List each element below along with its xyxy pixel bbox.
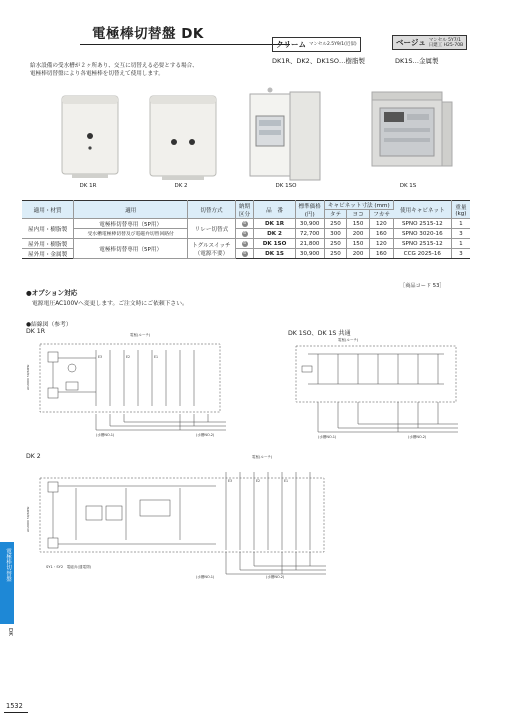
- cell-cabinet: SPNO 3020-16: [393, 229, 451, 239]
- cell-height: 250: [324, 239, 347, 249]
- option-title: ●オプション対応: [26, 289, 78, 297]
- dk1r-side-voltage: AC200V 50/60Hz: [26, 364, 30, 390]
- th-delivery-l2: 区分: [238, 211, 251, 218]
- cell-group-outdoor-metal: 屋外用・金属製: [22, 249, 74, 259]
- th-switch-method: 切替方式: [188, 201, 236, 219]
- cream-models: DK1R、DK2、DK1SO…樹脂製: [272, 57, 365, 65]
- cell-model: DK 2: [254, 229, 295, 239]
- cell-width: 200: [347, 229, 370, 239]
- wiring-diagram-dk1r: [26, 330, 276, 440]
- th-weight-l1: 重量: [455, 204, 467, 211]
- color-beige-note: [429, 38, 463, 48]
- page-title: 電極棒切替盤 DK: [92, 26, 204, 42]
- cell-cabinet: CCG 2025-16: [393, 249, 451, 259]
- table-row: [22, 219, 470, 229]
- cell-weight: 1: [451, 239, 470, 249]
- title-underline: [80, 44, 290, 45]
- diagram-section-title: ●結線図（参考）: [26, 322, 72, 328]
- dk2-tank2: (水槽NO.2): [266, 575, 285, 579]
- color-cream-note: マンセル2.5Y9/1(近似): [309, 42, 357, 47]
- intro-line1: 給水設備の受水槽が２ヶ所あり、交互に切替える必要とする場合、: [30, 63, 198, 69]
- dk1r-tank2: (水槽NO.2): [196, 433, 215, 437]
- dk1r-tank1: (水槽NO.1): [96, 433, 115, 437]
- beige-models: DK1S…金属製: [395, 57, 439, 65]
- dk1so-tank1: (水槽NO.1): [318, 435, 337, 439]
- dk2-terminal: E2: [256, 479, 261, 483]
- color-cream-name: クリーム: [276, 40, 306, 49]
- option-text: 電源電圧AC100Vへ変更します。ご注文時にご依頼下さい。: [32, 301, 188, 307]
- cell-usage: 電極棒切替専用（5P用）: [74, 219, 188, 229]
- spec-table: [22, 200, 470, 259]
- cell-price: 21,800: [295, 239, 324, 249]
- product-photos: [50, 86, 480, 186]
- cell-cabinet: SPNO 2515-12: [393, 219, 451, 229]
- toggle-l1: トグルスイッチ: [192, 242, 231, 249]
- cell-width: 150: [347, 219, 370, 229]
- product-photo-dk2: [150, 96, 216, 180]
- color-beige-note-line2: 日建工 H25-70B: [428, 42, 464, 48]
- dk1so-tank2: (水槽NO.2): [408, 435, 427, 439]
- cell-toggle: [188, 239, 236, 259]
- dk2-terminal: E1: [284, 479, 289, 483]
- page-number: 1532: [6, 702, 23, 710]
- intro-line2: 電極棒切替盤により各電極棒を切替えて使用します。: [30, 71, 164, 77]
- dk2-electrode-label: 電極(ルーチ): [252, 455, 273, 459]
- th-delivery: [235, 201, 254, 219]
- cell-model: DK 1SO: [254, 239, 295, 249]
- th-model: 品 番: [254, 201, 295, 219]
- cell-delivery: [235, 229, 254, 239]
- th-price-l2: (円): [304, 211, 315, 218]
- th-delivery-l1: 納期: [238, 203, 251, 210]
- th-weight: [451, 201, 470, 219]
- product-code-ref: ［商品コード 53］: [400, 283, 445, 289]
- cell-height: 250: [324, 249, 347, 259]
- cell-model: DK 1S: [254, 249, 295, 259]
- cell-depth: 160: [369, 229, 393, 239]
- cell-weight: 3: [451, 229, 470, 239]
- th-depth: フカサ: [369, 210, 393, 219]
- sidebar-section: 電極棒切替盤: [5, 548, 11, 582]
- cell-usage-5p: 電極棒切替専用（5P用）: [74, 239, 188, 259]
- th-usage: 適用: [74, 201, 188, 219]
- color-beige-box: [392, 35, 467, 50]
- intro-text: [30, 62, 280, 78]
- cell-model: DK 1R: [254, 219, 295, 229]
- cell-depth: 120: [369, 239, 393, 249]
- caption-dk1s: DK 1S: [399, 183, 417, 189]
- dk1so-electrode-label: 電極(ルーチ): [338, 338, 359, 342]
- cell-delivery: [235, 249, 254, 259]
- caption-dk1so: DK 1SO: [275, 183, 297, 189]
- cell-width: 200: [347, 249, 370, 259]
- diagram-label-dk1r: DK 1R: [26, 328, 46, 335]
- dk1r-terminal: E1: [154, 355, 159, 359]
- page-number-rule: [4, 712, 28, 713]
- cell-height: 300: [324, 229, 347, 239]
- cell-weight: 3: [451, 249, 470, 259]
- wiring-diagram-dk1so: [288, 336, 478, 444]
- dk2-side-voltage: AC200V 50/60Hz: [26, 506, 30, 532]
- sidebar-model: DK: [7, 628, 13, 636]
- table-row: [22, 239, 470, 249]
- color-beige-note-line1: マンセル 5Y7/1: [428, 37, 461, 43]
- cell-group-resin-indoor: 屋内用・樹脂製: [22, 219, 74, 239]
- wiring-diagram-dk2: [26, 452, 336, 582]
- product-photo-dk1r: [62, 96, 118, 178]
- th-weight-l2: (kg): [455, 210, 467, 217]
- delivery-badge: 4: [243, 231, 246, 236]
- cell-usage: 受水槽電極棒切替及び電磁弁切替回路付: [74, 229, 188, 239]
- delivery-badge: 4: [243, 241, 246, 246]
- color-beige-name: ベージュ: [396, 38, 426, 47]
- cell-depth: 160: [369, 249, 393, 259]
- dk2-tank1: (水槽NO.1): [196, 575, 215, 579]
- cell-price: 30,900: [295, 249, 324, 259]
- delivery-badge: 4: [243, 251, 246, 256]
- cell-group-outdoor-resin: 屋外用・樹脂製: [22, 239, 74, 249]
- table-row: [22, 229, 470, 239]
- product-photo-dk1s: [372, 92, 452, 166]
- cell-delivery: [235, 239, 254, 249]
- cell-height: 250: [324, 219, 347, 229]
- caption-dk2: DK 2: [174, 183, 188, 189]
- cell-depth: 120: [369, 219, 393, 229]
- cell-cabinet: SPNO 2515-12: [393, 239, 451, 249]
- dk2-terminal: E3: [228, 479, 233, 483]
- cell-weight: 1: [451, 219, 470, 229]
- dk1r-terminal: E3: [98, 355, 103, 359]
- cell-width: 150: [347, 239, 370, 249]
- diagram-label-dk2: DK 2: [26, 453, 41, 460]
- cell-price: 30,900: [295, 219, 324, 229]
- caption-dk1r: DK 1R: [79, 183, 97, 189]
- th-width: ヨコ: [347, 210, 370, 219]
- delivery-badge: 4: [243, 221, 246, 226]
- product-photo-dk1so: [250, 88, 320, 181]
- th-usage-material: 適用・材質: [22, 201, 74, 219]
- dk1r-terminal: E2: [126, 355, 131, 359]
- color-cream-box: [272, 37, 361, 52]
- dk2-footer: SY1・SY2 電磁弁(通電閉): [46, 565, 92, 569]
- th-price: [295, 201, 324, 219]
- th-height: タテ: [324, 210, 347, 219]
- th-cabinet-size: キャビネット寸法 (mm): [324, 201, 393, 210]
- toggle-l2: （電源不要）: [194, 250, 229, 257]
- cell-delivery: [235, 219, 254, 229]
- th-cabinet: 使用キャビネット: [393, 201, 451, 219]
- cell-relay: リレー切替式: [188, 219, 236, 239]
- th-price-l1: 標準価格: [298, 203, 321, 210]
- diagram-label-dk1so: DK 1SO、DK 1S 共通: [288, 330, 351, 337]
- cell-price: 72,700: [295, 229, 324, 239]
- dk1r-electrode-label: 電極(ルーチ): [130, 333, 151, 337]
